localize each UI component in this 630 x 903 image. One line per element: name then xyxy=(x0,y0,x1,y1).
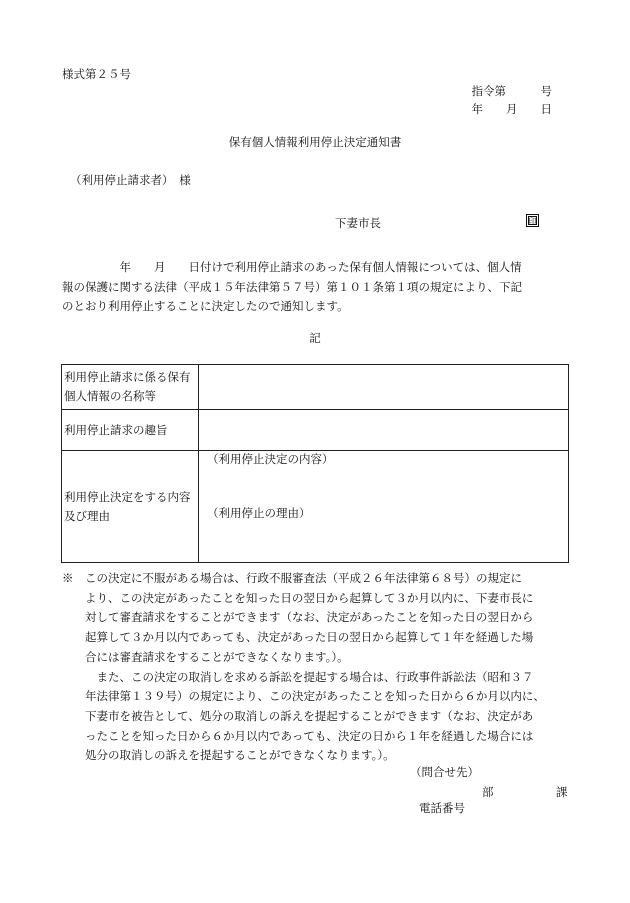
notice-line: また、この決定の取消しを求める訴訟を提起する場合は、行政事件訴訟法（昭和３７ xyxy=(85,669,534,684)
body-line: 年 月 日付けで利用停止請求のあった保有個人情報については、個人情 xyxy=(62,260,522,274)
row-label-information-name: 利用停止請求に係る保有個人情報の名称等 xyxy=(62,365,199,410)
contact-section: 課 xyxy=(556,785,568,799)
decision-reason-subheading: （利用停止の理由） xyxy=(207,506,311,520)
ki-heading: 記 xyxy=(309,331,321,345)
seal-stamp xyxy=(526,214,539,227)
row-value-decision-content xyxy=(199,451,569,563)
notice-line: 年法律第１３９号）の規定により、この決定があったことを知った日から６か月以内に、 xyxy=(85,689,545,704)
notice-line: ったことを知った日から６か月以内であっても、決定の日から１年を経過した場合には xyxy=(85,728,534,743)
contact-department: 部 xyxy=(482,785,494,799)
form-number: 様式第２５号 xyxy=(62,67,131,81)
recipient-line: （利用停止請求者） 様 xyxy=(70,173,191,187)
document-title: 保有個人情報利用停止決定通知書 xyxy=(228,135,402,149)
body-paragraph xyxy=(62,258,572,317)
body-line: 報の保護に関する法律（平成１５年法律第５７号）第１０１条第１項の規定により、下記 xyxy=(62,279,522,294)
issue-date: 年 月 日 xyxy=(471,102,552,116)
row-value-information-name xyxy=(199,365,569,410)
notice-line: ※ この決定に不服がある場合は、行政不服審査法（平成２６年法律第６８号）の規定に xyxy=(62,571,522,585)
issuer-name: 下妻市長 xyxy=(335,216,381,230)
notice-line: 対して審査請求をすることができます（なお、決定があったことを知った日の翌日から xyxy=(85,610,534,625)
body-line: のとおり利用停止することに決定したので通知します。 xyxy=(62,299,349,313)
notice-line: 下妻市を被告として、処分の取消しの訴えを提起することができます（なお、決定があ xyxy=(85,708,534,723)
decision-content-subheading: （利用停止決定の内容） xyxy=(207,452,334,466)
notice-line: 起算して３か月以内であっても、決定があった日の翌日から起算して１年を経過した場 xyxy=(85,630,534,645)
table-row xyxy=(62,410,569,451)
notice-line: より、この決定があったことを知った日の翌日から起算して３か月以内に、下妻市長に xyxy=(85,590,534,605)
row-value-request-purpose xyxy=(199,410,569,451)
row-label-decision-content: 利用停止決定をする内容及び理由 xyxy=(62,451,199,563)
decision-table xyxy=(61,364,569,563)
table-row xyxy=(62,365,569,410)
appeal-notice xyxy=(62,569,572,766)
contact-phone: 電話番号 xyxy=(419,801,465,815)
notice-line: 処分の取消しの訴えを提起することができなくなります。）。 xyxy=(85,748,395,763)
contact-heading: （問合せ先） xyxy=(410,765,479,779)
row-label-request-purpose: 利用停止請求の趣旨 xyxy=(62,410,199,451)
seal-char: 印 xyxy=(528,217,537,226)
instruction-number: 指令第 号 xyxy=(471,84,552,98)
notice-line: 合には審査請求をすることができなくなります。）。 xyxy=(85,649,349,664)
table-row xyxy=(62,451,569,563)
